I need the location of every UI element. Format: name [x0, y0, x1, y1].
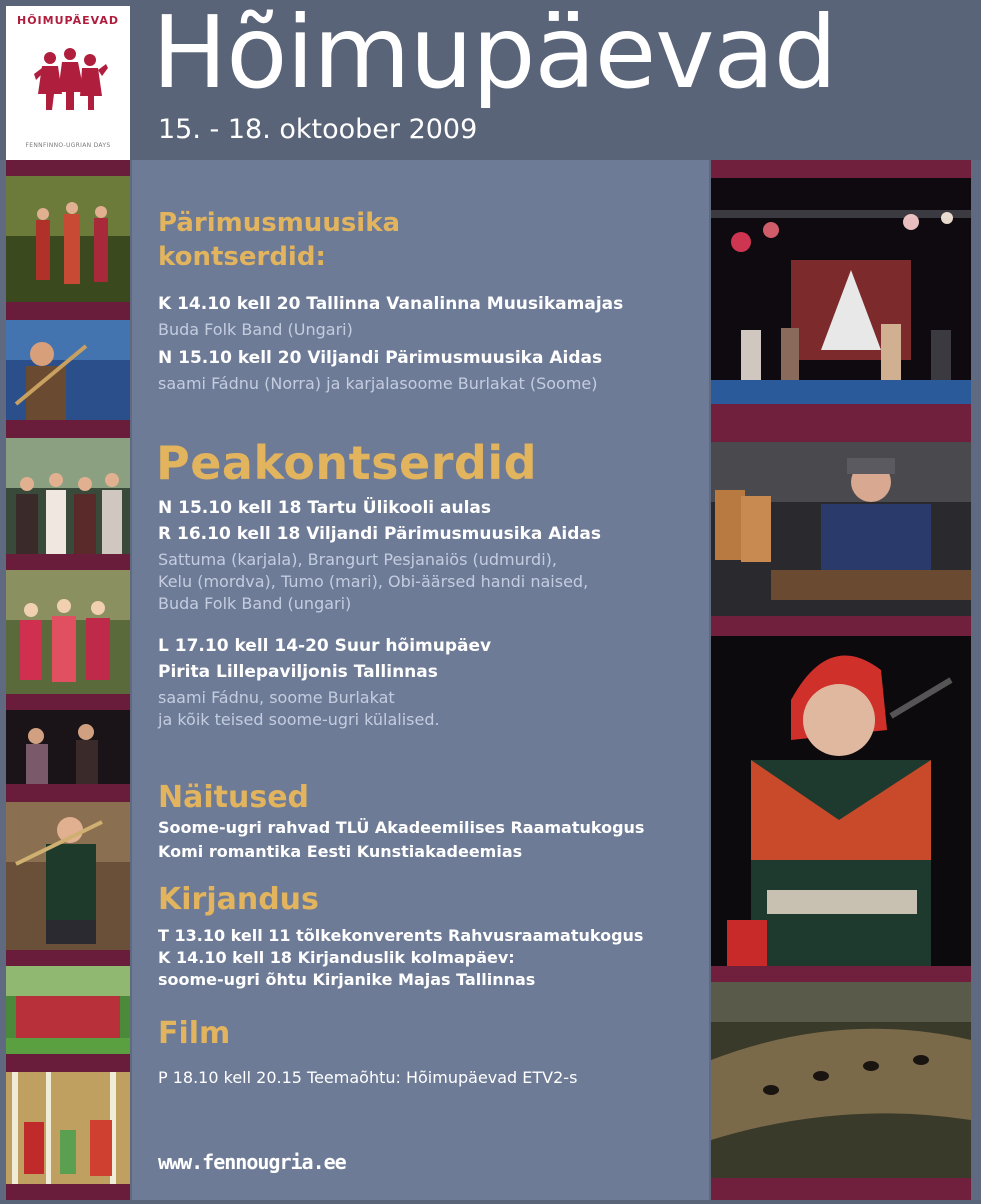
- website-link[interactable]: www.fennougria.ee: [158, 1150, 346, 1174]
- page-title: Hõimupäevad: [152, 0, 837, 111]
- left-photo-strip: [6, 160, 130, 1200]
- peak-sub-4: saami Fádnu, soome Burlakat: [158, 688, 395, 707]
- photo-forest-dancers: [6, 176, 130, 302]
- logo-subtitle: FENNFINNO-UGRIAN DAYS: [25, 142, 111, 149]
- parimus-line-2-sub: saami Fádnu (Norra) ja karjalasoome Burlakat (Soome): [158, 374, 598, 393]
- header: [0, 0, 981, 160]
- heading-kontserdid: kontserdid:: [158, 242, 326, 272]
- naitused-line-1: Soome-ugri rahvad TLÜ Akadeemilises Raamatukogus: [158, 818, 645, 837]
- kirjandus-line-2: K 14.10 kell 18 Kirjanduslik kolmapäev:: [158, 948, 515, 967]
- peak-sub-2: Kelu (mordva), Tumo (mari), Obi-äärsed handi naised,: [158, 572, 589, 591]
- parimus-line-1: K 14.10 kell 20 Tallinna Vanalinna Muusikamajas: [158, 294, 624, 314]
- heading-film: Film: [158, 1016, 231, 1051]
- peak-sub-3: Buda Folk Band (ungari): [158, 594, 352, 613]
- parimus-line-2: N 15.10 kell 20 Viljandi Pärimusmuusika Aidas: [158, 348, 603, 368]
- left-photo-column: [6, 160, 130, 1200]
- peak-sub-1: Sattuma (karjala), Brangurt Pesjanaiös (udmurdi),: [158, 550, 557, 569]
- heading-kirjandus: Kirjandus: [158, 882, 319, 917]
- event-dates: 15. - 18. oktoober 2009: [158, 114, 478, 145]
- peak-line-4: Pirita Lillepaviljonis Tallinnas: [158, 662, 438, 682]
- logo-arc-text: HÕIMUPÄEVAD: [16, 14, 120, 27]
- naitused-line-2: Komi romantika Eesti Kunstiakadeemias: [158, 842, 523, 861]
- peak-line-3: L 17.10 kell 14-20 Suur hõimupäev: [158, 636, 492, 656]
- film-line-1: P 18.10 kell 20.15 Teemaõhtu: Hõimupäevad ETV2-s: [158, 1068, 578, 1087]
- heading-naitused: Näitused: [158, 780, 310, 815]
- heading-peakontserdid: Peakontserdid: [156, 436, 538, 490]
- kirjandus-line-3: soome-ugri õhtu Kirjanike Majas Tallinnas: [158, 970, 536, 989]
- logo: [6, 6, 130, 160]
- peak-line-1: N 15.10 kell 18 Tartu Ülikooli aulas: [158, 498, 492, 518]
- peak-line-2: R 16.10 kell 18 Viljandi Pärimusmuusika Aidas: [158, 524, 601, 544]
- peak-sub-5: ja kõik teised soome-ugri külalised.: [158, 710, 440, 729]
- parimus-line-1-sub: Buda Folk Band (Ungari): [158, 320, 353, 339]
- heading-parimusmuusika: Pärimusmuusika: [158, 208, 401, 238]
- kirjandus-line-1: T 13.10 kell 11 tõlkekonverents Rahvusraamatukogus: [158, 926, 644, 945]
- right-photo-strip: [711, 160, 971, 1200]
- right-photo-column: [711, 160, 971, 1200]
